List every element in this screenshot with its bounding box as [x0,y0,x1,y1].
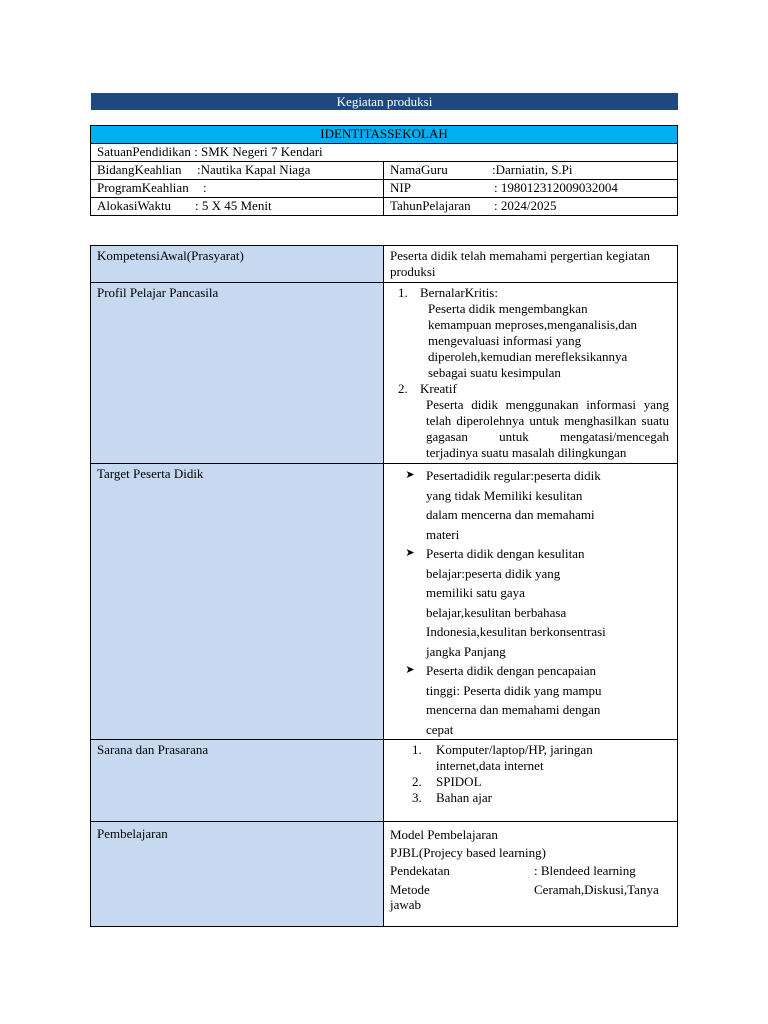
identity-table [90,125,678,216]
sarana-item: 2. SPIDOL [412,774,482,789]
profil-item: 2. Kreatif [398,381,457,396]
pembelajaran-label: Pembelajaran [91,822,384,927]
arrow-bullet-icon: ➤ [405,547,415,559]
plan-table [90,245,678,927]
arrow-bullet-icon: ➤ [405,664,415,676]
section-banner: Kegiatan produksi [91,93,678,110]
sarana-value [384,740,678,822]
sarana-item: 1. Komputer/laptop/HP, jaringan internet,data internet [412,742,593,773]
guru-cell: NamaGuru :Darniatin, S.Pi [384,162,678,180]
pembelajaran-value: Model Pembelajaran PJBL(Projecy based learning) Pendekatan : Blendeed learning Metode Ceramah,Diskusi,Tanya jawab [384,822,678,927]
kompetensi-value: Peserta didik telah memahami pergertian kegiatan produksi [384,246,678,283]
arrow-bullet-icon: ➤ [405,469,415,481]
sarana-label: Sarana dan Prasarana [91,740,384,822]
sarana-item: 3. Bahan ajar [412,790,492,805]
satuan-cell: SatuanPendidikan : SMK Negeri 7 Kendari [91,144,678,162]
target-item: ➤ Peserta didik dengan kesulitan belajar:peserta didik yang memiliki satu gaya belajar,kesulitan berbahasa Indonesia,kesulitan berkonsentrasi jangka Panjang [394,544,671,661]
tahun-cell: TahunPelajaran : 2024/2025 [384,198,678,216]
nip-cell: NIP : 198012312009032004 [384,180,678,198]
target-item: ➤ Peserta didik dengan pencapaian tinggi: Peserta didik yang mampu mencerna dan memahami dengan cepat [394,661,671,739]
profil-item: 1. BernalarKritis: [398,285,498,300]
profil-value: 1. BernalarKritis: Peserta didik mengembangkan kemampuan meproses,menganalisis,dan mengevaluasi informasi yang diperoleh,kemudian merefleksikannya sebagai suatu kesimpulan 2. Kreatif Peserta didik menggunakan informasi yang telah diperolehnya untuk menghasilkan suatu gagasan untuk mengatasi/mencegah terjadinya suatu masalah dilingkungan [384,283,678,464]
target-item: ➤ Pesertadidik regular:peserta didik yang tidak Memiliki kesulitan dalam mencerna dan memahami materi [394,466,671,544]
target-value [384,464,678,740]
profil-label: Profil Pelajar Pancasila [91,283,384,464]
program-cell: ProgramKeahlian : [91,180,384,198]
kompetensi-label: KompetensiAwal(Prasyarat) [91,246,384,283]
target-label: Target Peserta Didik [91,464,384,740]
alokasi-cell: AlokasiWaktu : 5 X 45 Menit [91,198,384,216]
identity-header: IDENTITASSEKOLAH [91,126,678,144]
bidang-cell: BidangKeahlian :Nautika Kapal Niaga [91,162,384,180]
